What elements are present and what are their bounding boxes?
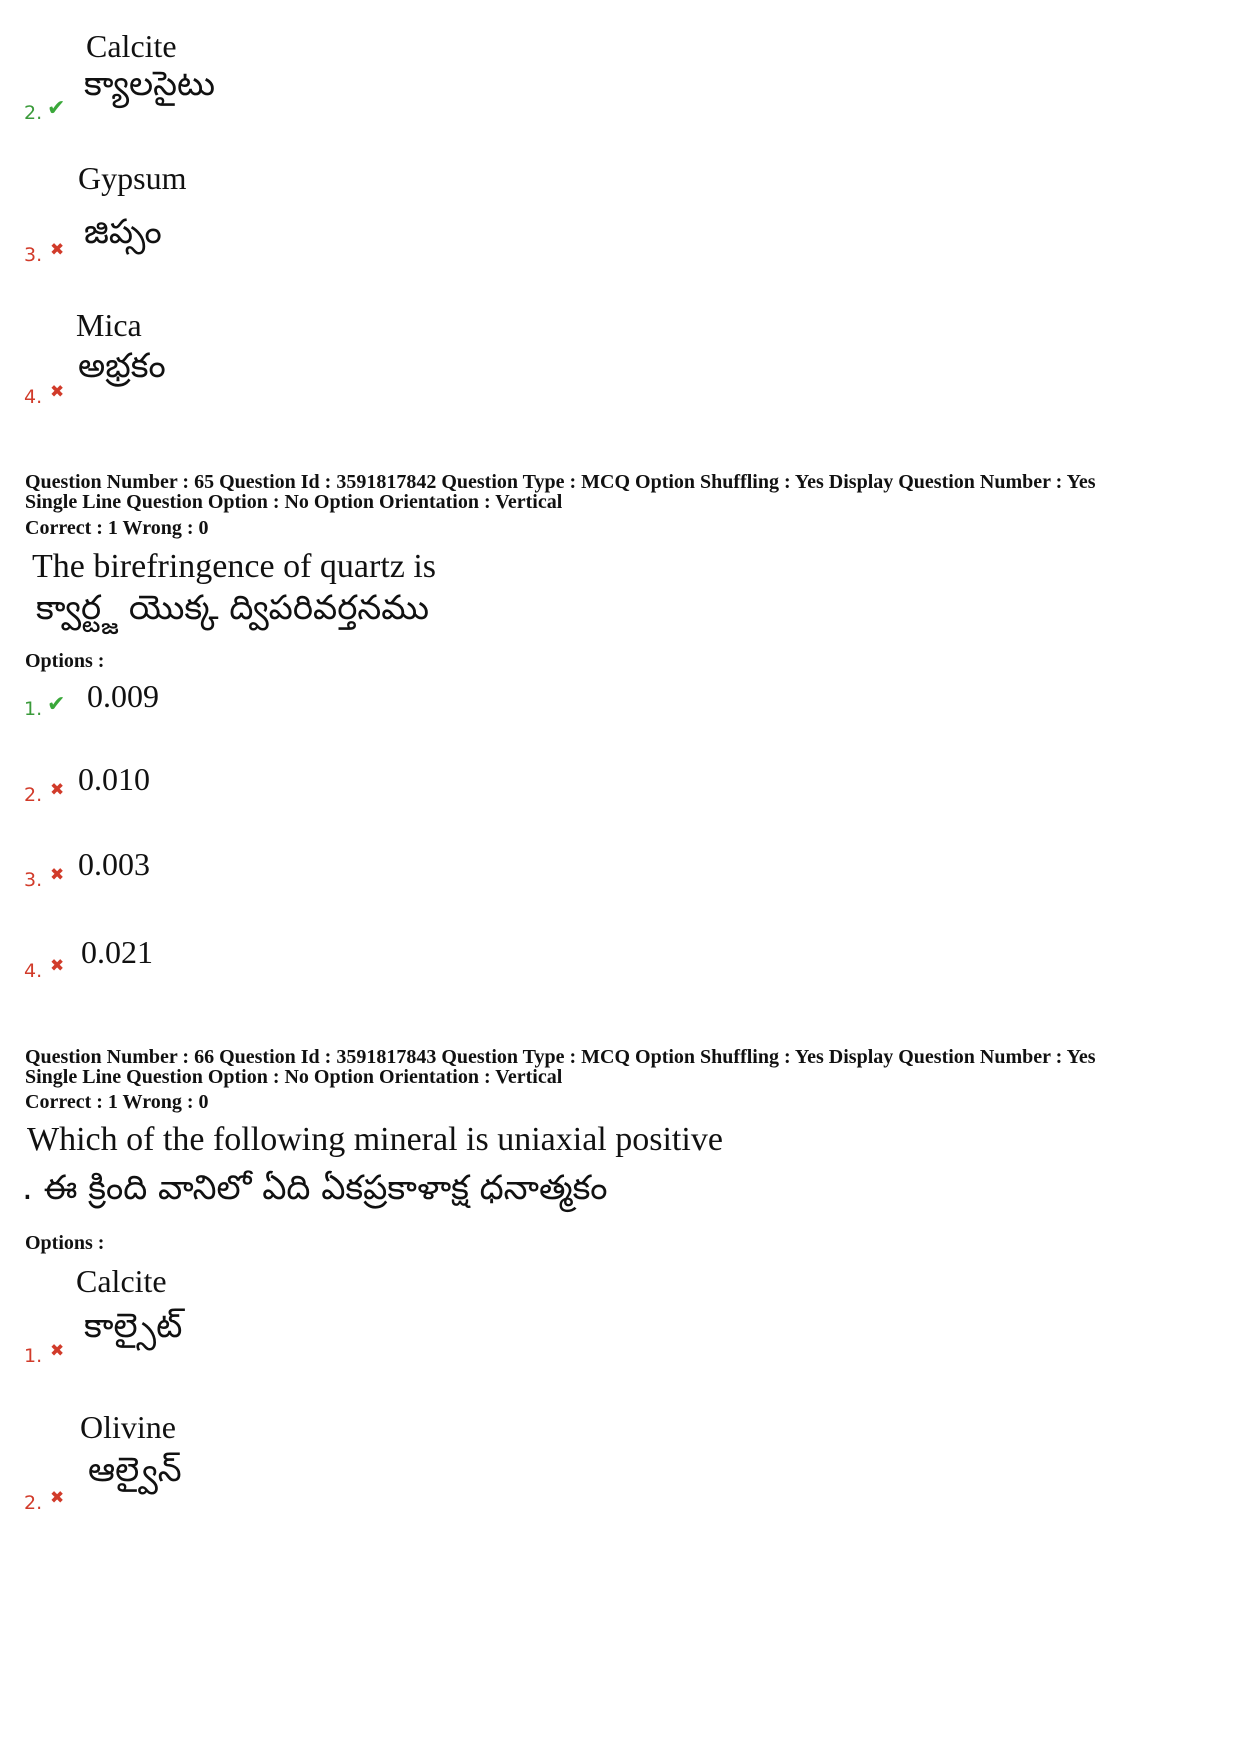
cross-icon: ✖ [50, 780, 65, 800]
cross-icon: ✖ [50, 240, 65, 260]
question-text-te: క్వార్ట్జ యొక్క ద్విపరివర్తనము [36, 588, 429, 628]
option-number: 3. [24, 244, 43, 266]
question-meta-line2: Single Line Question Option : No Option Orientation : Vertical [25, 1066, 563, 1088]
option-text-en: Olivine [80, 1409, 176, 1445]
question-meta-line1: Question Number : 66 Question Id : 3591817843 Question Type : MCQ Option Shuffling : Yes Display Question Number : Yes [25, 1046, 1096, 1068]
cross-icon: ✖ [50, 1488, 65, 1508]
option-number: 2. [24, 784, 43, 806]
options-label: Options : [25, 650, 105, 672]
question-text-te: . ఈ క్రింది వానిలో ఏది ఏకప్రకాళాక్ష ధనాత్మకం [22, 1168, 608, 1208]
question-meta-line2: Single Line Question Option : No Option Orientation : Vertical [25, 491, 563, 513]
check-icon: ✔ [47, 96, 66, 121]
option-text-en: Calcite [76, 1263, 167, 1299]
question-text-en: Which of the following mineral is uniaxial positive [27, 1121, 723, 1158]
question-text-en: The birefringence of quartz is [32, 548, 437, 585]
cross-icon: ✖ [50, 865, 65, 885]
option-number: 4. [24, 386, 43, 408]
option-text-te: జిప్సం [84, 212, 162, 252]
option-text-te: ఆల్వైన్ [88, 1450, 182, 1490]
option-value: 0.010 [78, 761, 150, 797]
option-value: 0.003 [78, 846, 150, 882]
option-number: 4. [24, 960, 43, 982]
option-number: 1. [24, 698, 43, 720]
options-label: Options : [25, 1232, 105, 1254]
option-value: 0.021 [81, 934, 153, 970]
option-text-en: Calcite [86, 28, 177, 64]
check-icon: ✔ [47, 692, 66, 717]
option-value: 0.009 [87, 678, 159, 714]
cross-icon: ✖ [50, 382, 65, 402]
option-text-en: Mica [76, 307, 142, 343]
option-text-en: Gypsum [78, 160, 187, 196]
cross-icon: ✖ [50, 956, 65, 976]
question-marks: Correct : 1 Wrong : 0 [25, 517, 209, 539]
option-text-te: కాల్సైట్ [84, 1306, 183, 1346]
cross-icon: ✖ [50, 1341, 65, 1361]
option-text-te: అభ్రకం [78, 346, 166, 386]
option-number: 1. [24, 1345, 43, 1367]
option-number: 2. [24, 102, 43, 124]
question-marks: Correct : 1 Wrong : 0 [25, 1091, 209, 1113]
option-number: 2. [24, 1492, 43, 1514]
option-text-te: క్యాలసైటు [84, 64, 216, 104]
option-number: 3. [24, 869, 43, 891]
question-meta-line1: Question Number : 65 Question Id : 3591817842 Question Type : MCQ Option Shuffling : Yes Display Question Number : Yes [25, 471, 1096, 493]
